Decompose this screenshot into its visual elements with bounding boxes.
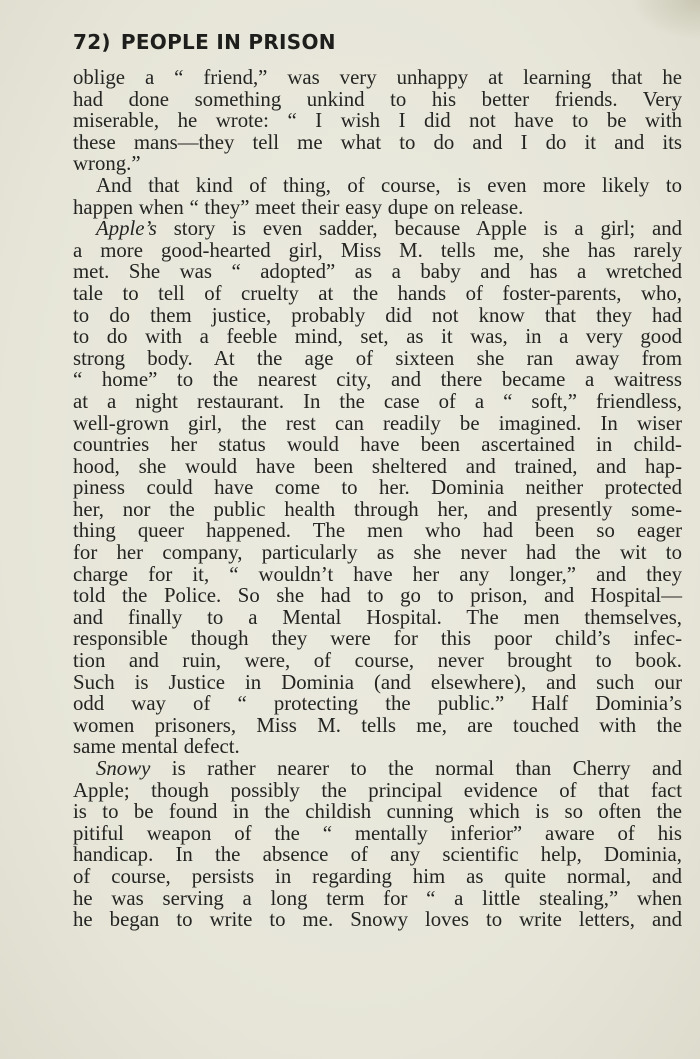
text-line: Apple; though possibly the principal evidence of that fact	[73, 778, 682, 802]
text-line: Such is Justice in Dominia (and elsewhere), and such our	[73, 670, 682, 694]
text-line: thing queer happened. The men who had been so eager	[73, 519, 682, 543]
text-line: piness could have come to her. Dominia neither protected	[73, 476, 682, 500]
text-line: to do them justice, probably did not know that they had	[73, 303, 682, 327]
text-line: of course, persists in regarding him as quite normal, and	[73, 864, 682, 888]
text-line: had done something unkind to his better friends. Very	[73, 87, 682, 111]
text-line: handicap. In the absence of any scientific help, Dominia,	[73, 843, 682, 867]
text-line-rest: story is even sadder, because Apple is a girl; and	[156, 217, 682, 241]
text-line: strong body. At the age of sixteen she ran away from	[73, 346, 682, 370]
text-line-rest: is rather nearer to the normal than Cherry and	[150, 757, 682, 780]
text-line: and finally to a Mental Hospital. The men themselves,	[73, 605, 682, 629]
text-line: well-grown girl, the rest can readily be imagined. In wiser	[73, 411, 682, 435]
page-corner-shadow	[630, 0, 700, 40]
text-line: at a night restaurant. In the case of a “ soft,” friendless,	[73, 389, 682, 413]
text-line: tale to tell of cruelty at the hands of foster-parents, who,	[73, 281, 682, 305]
text-line: pitiful weapon of the “ mentally inferior” aware of his	[73, 821, 682, 845]
text-line: And that kind of thing, of course, is even more likely to	[96, 173, 682, 197]
text-line: is to be found in the childish cunning which is so often the	[73, 800, 682, 824]
text-line: tion and ruin, were, of course, never brought to book.	[73, 649, 682, 673]
text-line: to do with a feeble mind, set, as it was, in a very good	[73, 325, 682, 349]
text-line: charge for it, “ wouldn’t have her any longer,” and they	[73, 562, 682, 586]
page-number: 72)	[73, 30, 111, 54]
text-line: hood, she would have been sheltered and trained, and hap-	[73, 454, 682, 478]
text-line: countries her status would have been ascertained in child-	[73, 433, 682, 457]
running-title: PEOPLE IN PRISON	[120, 30, 336, 54]
text-line: women prisoners, Miss M. tells me, are touched with the	[73, 713, 682, 737]
text-line: her, nor the public health through her, and presently some-	[73, 497, 682, 521]
text-line: happen when “ they” meet their easy dupe on release.	[73, 195, 524, 219]
text-line: for her company, particularly as she never had the wit to	[73, 541, 682, 565]
text-line: these mans—they tell me what to do and I do it and its	[73, 130, 682, 154]
body-text	[73, 67, 682, 931]
text-line	[73, 218, 682, 240]
text-line: responsible though they were for this poor child’s infec-	[73, 627, 682, 651]
text-line: odd way of “ protecting the public.” Half Dominia’s	[73, 692, 682, 716]
person-name-apple: Apple’s	[96, 217, 157, 241]
text-line: met. She was “ adopted” as a baby and has a wretched	[73, 260, 682, 284]
text-line: oblige a “ friend,” was very unhappy at learning that he	[73, 66, 682, 89]
text-line: a more good-hearted girl, Miss M. tells me, she has rarely	[73, 238, 682, 262]
text-line: “ home” to the nearest city, and there became a waitress	[73, 368, 682, 392]
text-line: same mental defect.	[73, 735, 240, 759]
text-line: he was serving a long term for “ a little stealing,” when	[73, 886, 682, 910]
text-line: wrong.”	[73, 152, 141, 176]
text-line: he began to write to me. Snowy loves to write letters, and	[73, 908, 682, 932]
text-line	[73, 758, 682, 780]
text-line: told the Police. So she had to go to prison, and Hospital—	[73, 584, 682, 608]
person-name-snowy: Snowy	[96, 757, 151, 780]
text-line: miserable, he wrote: “ I wish I did not have to be with	[73, 109, 682, 133]
running-header	[73, 30, 336, 54]
